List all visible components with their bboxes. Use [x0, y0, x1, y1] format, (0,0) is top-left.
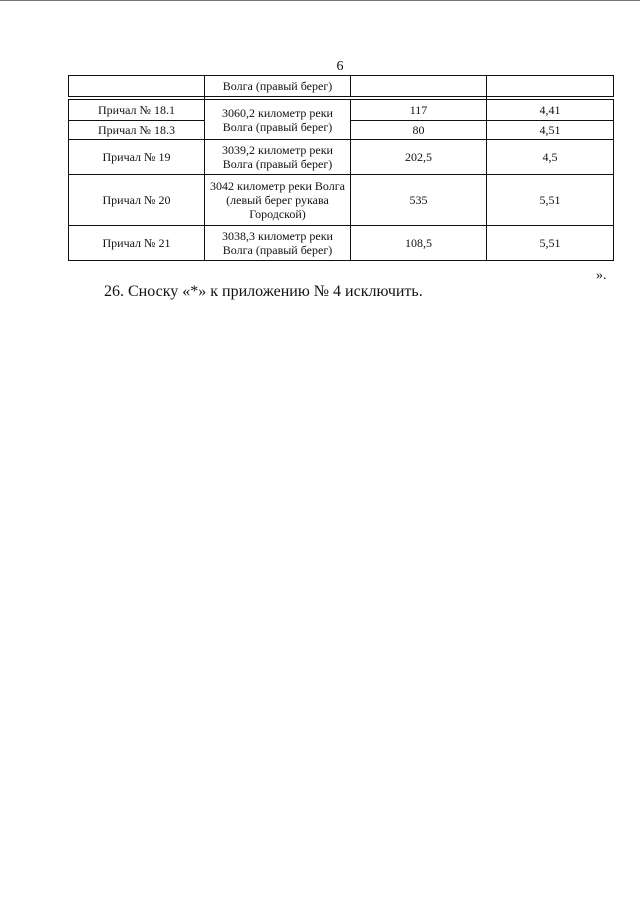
table-cell-location: 3042 километр реки Волга (левый берег рукава Городской)	[205, 175, 351, 226]
closing-quote: ».	[596, 268, 607, 283]
amendment-item-26: 26. Сноску «*» к приложению № 4 исключить.	[104, 283, 423, 300]
page-top-edge	[0, 0, 640, 1]
table-cell-value2: 4,51	[487, 121, 614, 140]
table-cell-value1: 108,5	[351, 226, 487, 261]
table-cell-name: Причал № 21	[69, 226, 205, 261]
table-cell-location: 3060,2 километр реки Волга (правый берег)	[205, 100, 351, 140]
table-cell-value1: 117	[351, 100, 487, 121]
table-cell-value1: 80	[351, 121, 487, 140]
table-cell-location: 3039,2 километр реки Волга (правый берег)	[205, 140, 351, 175]
table-cell-name	[69, 76, 205, 97]
table-cell-value1	[351, 76, 487, 97]
table-row	[69, 100, 614, 121]
table-cell-name: Причал № 19	[69, 140, 205, 175]
table-cell-location: 3038,3 километр реки Волга (правый берег)	[205, 226, 351, 261]
table-row	[69, 140, 614, 175]
table-cell-value1: 535	[351, 175, 487, 226]
table-cell-name: Причал № 20	[69, 175, 205, 226]
berths-table	[68, 75, 614, 261]
table-cell-name: Причал № 18.1	[69, 100, 205, 121]
page-number: 6	[336, 59, 344, 74]
table-cell-value2	[487, 76, 614, 97]
table-cell-location: Волга (правый берег)	[205, 76, 351, 97]
table-cell-name: Причал № 18.3	[69, 121, 205, 140]
table-cell-value2: 5,51	[487, 175, 614, 226]
table-row	[69, 226, 614, 261]
table-cell-value2: 4,41	[487, 100, 614, 121]
table-cell-value1: 202,5	[351, 140, 487, 175]
table-row	[69, 175, 614, 226]
table-cell-value2: 4,5	[487, 140, 614, 175]
table-row	[69, 76, 614, 97]
table-cell-value2: 5,51	[487, 226, 614, 261]
